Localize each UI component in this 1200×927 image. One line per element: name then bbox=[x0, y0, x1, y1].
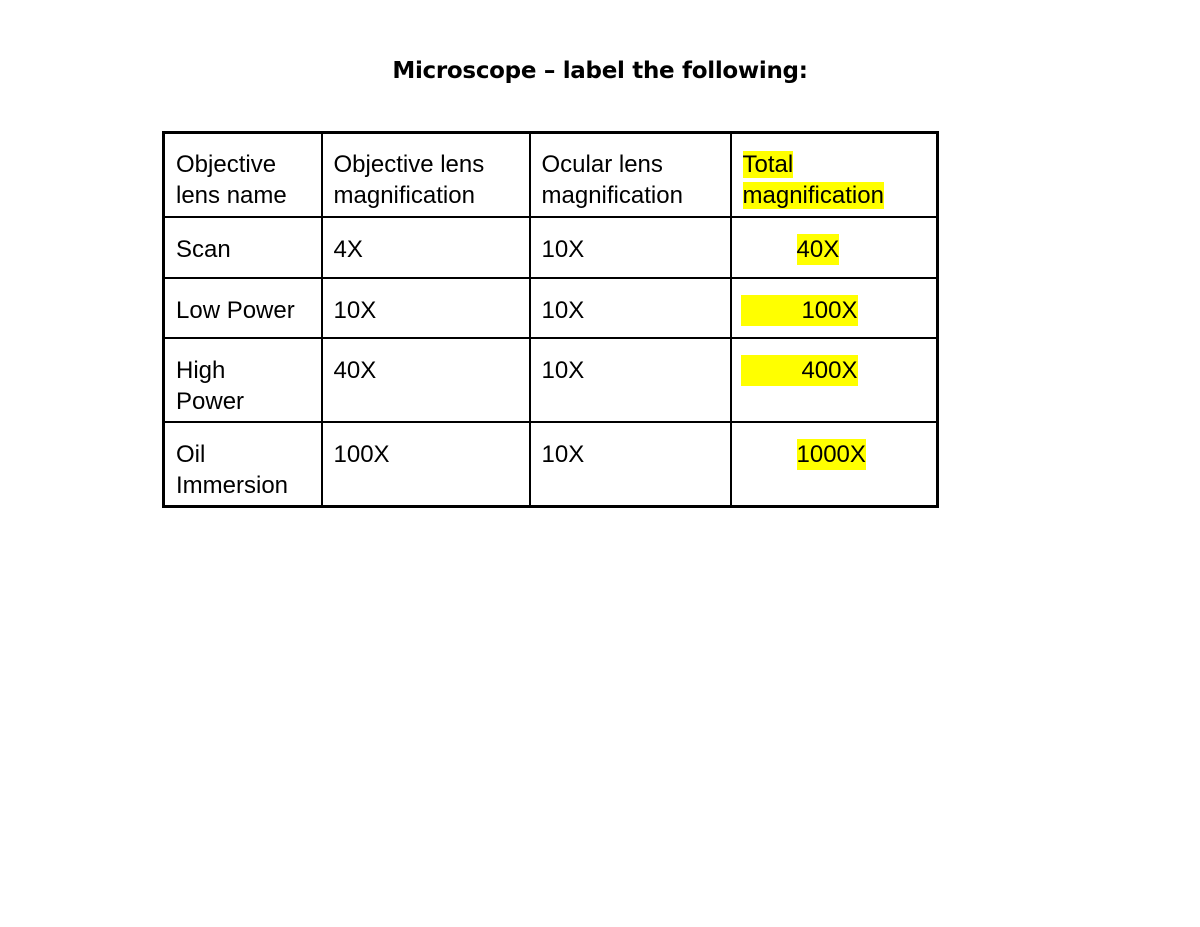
ocular-magnification-cell: 10X bbox=[530, 217, 731, 278]
header-cell-objective-magnification bbox=[322, 133, 530, 218]
header-line: Ocular lens bbox=[541, 151, 663, 178]
objective-magnification-cell: 10X bbox=[322, 278, 530, 338]
total-magnification-value: 100X bbox=[741, 295, 858, 326]
lens-name-cell bbox=[164, 338, 322, 422]
ocular-magnification-cell: 10X bbox=[530, 338, 731, 422]
header-line-highlighted: magnification bbox=[742, 182, 884, 209]
objective-magnification-cell: 100X bbox=[322, 422, 530, 507]
lens-name: Oil bbox=[176, 441, 206, 468]
header-line: Objective lens bbox=[333, 151, 485, 178]
total-magnification-cell bbox=[731, 278, 938, 338]
table-row bbox=[164, 338, 938, 422]
table-row bbox=[164, 217, 938, 278]
table-row bbox=[164, 278, 938, 338]
header-line: lens name bbox=[176, 182, 287, 209]
lens-name-cell bbox=[164, 278, 322, 338]
ocular-magnification-cell: 10X bbox=[530, 278, 731, 338]
lens-name-cell bbox=[164, 422, 322, 507]
lens-name: Immersion bbox=[176, 472, 289, 499]
total-magnification-value: 400X bbox=[741, 355, 858, 386]
objective-magnification-cell: 40X bbox=[322, 338, 530, 422]
header-cell-total-magnification bbox=[731, 133, 938, 218]
total-magnification-cell bbox=[731, 217, 938, 278]
ocular-magnification-cell: 10X bbox=[530, 422, 731, 507]
header-cell-ocular-magnification bbox=[530, 133, 731, 218]
header-line-highlighted: Total bbox=[742, 151, 794, 178]
magnification-table bbox=[162, 131, 939, 508]
page-title: Microscope – label the following: bbox=[392, 58, 808, 84]
lens-name: High bbox=[176, 357, 226, 384]
total-magnification-cell bbox=[731, 422, 938, 507]
total-magnification-cell bbox=[731, 338, 938, 422]
table-header-row bbox=[164, 133, 938, 218]
table-row bbox=[164, 422, 938, 507]
lens-name: Power bbox=[176, 388, 245, 415]
header-line: Objective bbox=[176, 151, 277, 178]
lens-name: Low Power bbox=[176, 297, 295, 324]
total-magnification-value: 1000X bbox=[796, 441, 866, 468]
total-magnification-value: 40X bbox=[796, 236, 840, 263]
lens-name-cell bbox=[164, 217, 322, 278]
header-line: magnification bbox=[541, 182, 683, 209]
header-cell-objective-lens-name bbox=[164, 133, 322, 218]
lens-name: Scan bbox=[176, 236, 231, 263]
header-line: magnification bbox=[333, 182, 475, 209]
objective-magnification-cell: 4X bbox=[322, 217, 530, 278]
